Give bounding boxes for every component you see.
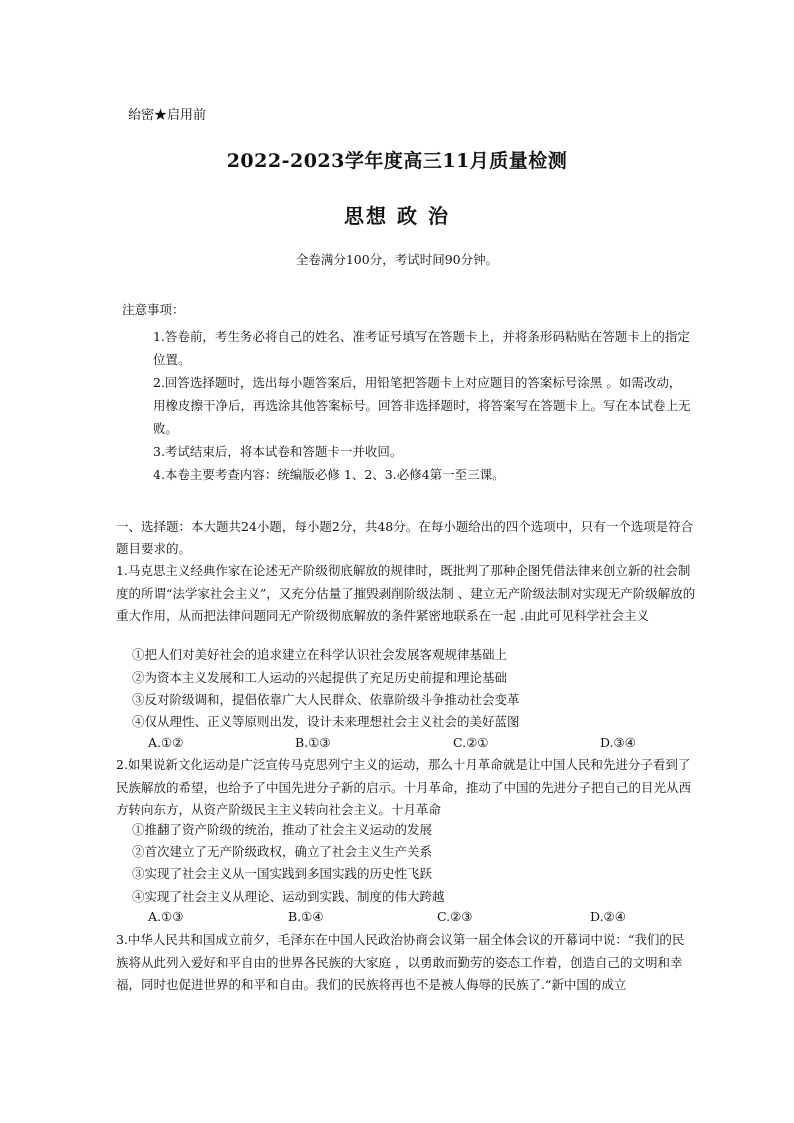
question-option: ①把人们对美好社会的追求建立在科学认识社会发展客观规律基础上: [132, 647, 508, 662]
question-stem: 2.如果说新文化运动是广泛宣传马克思列宁主义的运动，那么十月革命就是让中国人民和先进分子看到了民族解放的希望，也给予了中国先进分子新的启示。十月革命，推动了中国的先进分子把自己的目光从西方转向东方，从资产阶级民主主义转向社会主义。十月革命: [116, 757, 692, 817]
question-option: ②首次建立了无产阶级政权，确立了社会主义生产关系: [132, 844, 433, 859]
question-option: ③实现了社会主义从一国实践到多国实践的历史性飞跃: [132, 866, 433, 881]
notice-item: 2.回答选择题时，选出每小题答案后，用铅笔把答题卡上对应题目的答案标号涂黑 。如需改动，用橡皮擦干净后，再选涂其他答案标号。回答非选择题时，将答案写在答题卡上。写在本试卷上无败。: [153, 375, 691, 436]
notice-item: 4.本卷主要考查内容：统编版必修 1、2、3.必修4第一至三课。: [153, 467, 505, 482]
notice-item: 3.考试结束后，将本试卷和答题卡一并收回。: [153, 444, 403, 459]
exam-info: 全卷满分100分，考试时间90分钟。: [295, 252, 499, 267]
answer-choice: B.①④: [288, 909, 324, 924]
notice-heading: 注意事项：: [122, 302, 185, 317]
answer-choice: C.②①: [453, 735, 489, 750]
question-option: ①推翻了资产阶级的统治，推动了社会主义运动的发展: [132, 822, 433, 837]
notice-item: 1.答卷前，考生务必将自己的姓名、准考证号填写在答题卡上，并将条形码粘贴在答题卡上的指定位置。: [153, 329, 690, 367]
subject-title: 思想 政 治: [344, 204, 450, 228]
answer-choice: C.②③: [437, 909, 473, 924]
answer-choice: A.①②: [148, 735, 184, 750]
section-intro: 一、选择题：本大题共24小题，每小题2分，共48分。在每小题给出的四个选项中，只有一个选项是符合题目要求的。: [116, 519, 694, 556]
notice-list: [153, 325, 693, 486]
question-option: ③反对阶级调和，提倡依靠广大人民群众、依靠阶级斗争推动社会变革: [132, 692, 520, 707]
question-stem: 3.中华人民共和国成立前夕，毛泽东在中国人民政治协商会议第一届全体会议的开幕词中说：“我们的民族将从此列入爱好和平自由的世界各民族的大家庭 ，以勇敢而勤劳的姿态工作着，创造自己的文明和幸福，同时也促进世界的和平和自由。我们的民族将再也不是被人侮辱的民族了.“新中国的成立: [116, 932, 685, 992]
answer-choice: D.②④: [590, 909, 626, 924]
question-option: ④仅从理性、正义等原则出发，设计未来理想社会主义社会的美好蓝图: [132, 714, 520, 729]
question-option: ④实现了社会主义从理论、运动到实践、制度的伟大跨越: [132, 889, 445, 904]
exam-title: 2022-2023学年度高三11月质量检测: [226, 150, 568, 172]
answer-choice: A.①③: [148, 909, 184, 924]
answer-choice: D.③④: [600, 735, 636, 750]
answer-choice: B.①③: [295, 735, 331, 750]
question-option: ②为资本主义发展和工人运动的兴起提供了充足历史前提和理论基础: [132, 670, 508, 685]
confidential-label: 绐密★启用前: [128, 108, 207, 123]
question-stem: 1.马克思主义经典作家在论述无产阶级彻底解放的规律时，既批判了那种企图凭借法律来创立新的社会制度的所谓“法学家社会主义”，又充分估量了摧毁剥削阶级法制 、建立无产阶级法制对实现无产阶级解放的重大作用，从而把法律问题同无产阶级彻底解放的条件紧密地联系在一起 .由此可见科学社会主义: [116, 563, 696, 623]
